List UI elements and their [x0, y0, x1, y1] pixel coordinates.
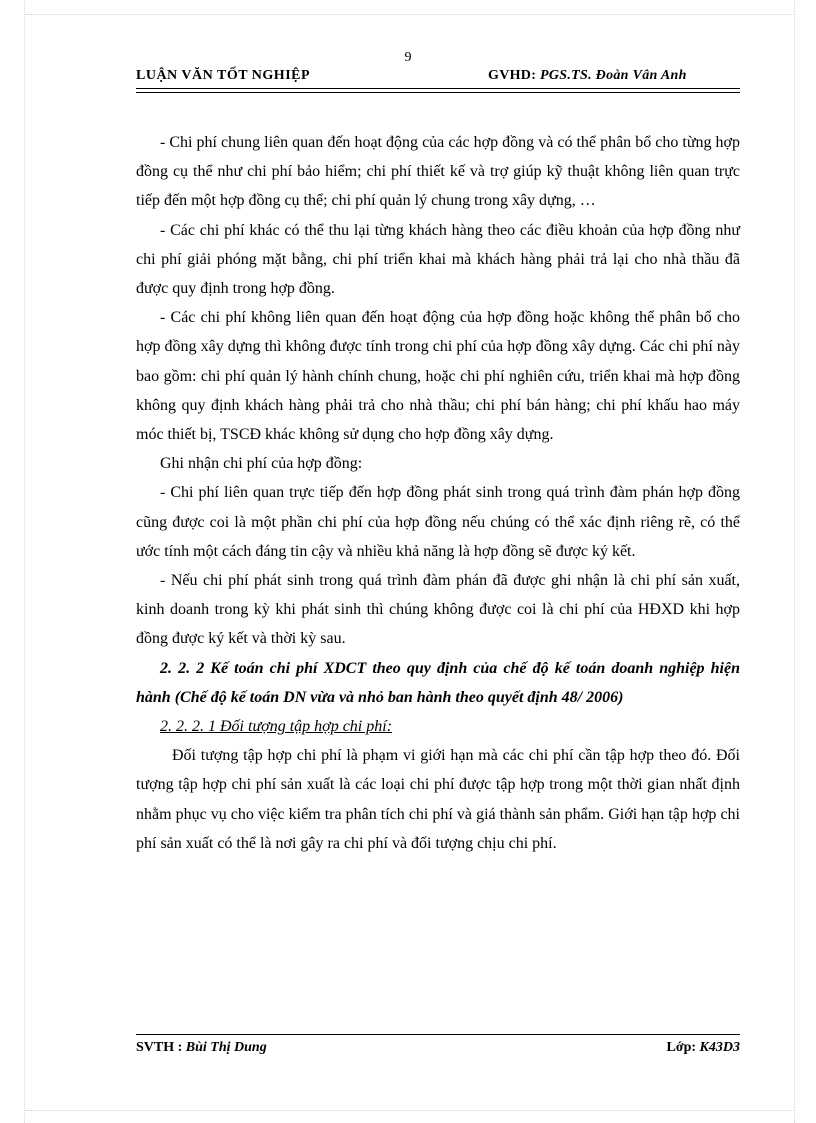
- page-guide-bottom: [24, 1110, 794, 1111]
- page-number: 9: [404, 50, 412, 65]
- page-guide-top: [24, 14, 794, 15]
- paragraph: - Chi phí chung liên quan đến hoạt động của các hợp đồng và có thể phân bổ cho từng hợp đồng cụ thể như chi phí bảo hiểm; chi phí thiết kế và trợ giúp kỹ thuật không liên quan trực tiếp đến một hợp đồng cụ thể; chi phí quản lý chung trong xây dựng, …: [136, 134, 740, 210]
- footer-student: [136, 1040, 267, 1056]
- subsection-heading-text: 2. 2. 2. 1 Đối tượng tập hợp chi phí:: [160, 718, 393, 736]
- paragraph: - Nếu chi phí phát sinh trong quá trình đàm phán đã được ghi nhận là chi phí sản xuất, kinh doanh trong kỳ khi phát sinh thì chúng không được coi là chi phí của HĐXD khi hợp đồng được ký kết và thời kỳ sau.: [136, 572, 740, 648]
- page-guide-right: [794, 0, 795, 1123]
- header-title: LUẬN VĂN TỐT NGHIỆP: [136, 68, 311, 83]
- page-header: [136, 68, 740, 88]
- footer-class-value: K43D3: [699, 1040, 740, 1055]
- header-advisor-label: GVHD:: [488, 68, 537, 83]
- subsection-heading: [136, 712, 740, 741]
- header-rule: [136, 88, 740, 89]
- section-heading: 2. 2. 2 Kế toán chi phí XDCT theo quy định của chế độ kế toán doanh nghiệp hiện hành (Chế độ kế toán DN vừa và nhỏ ban hành theo quyết định 48/ 2006): [136, 659, 740, 706]
- header-rule-thin: [136, 92, 740, 93]
- footer-class-label: Lớp:: [666, 1040, 697, 1055]
- footer-rule: [136, 1034, 740, 1035]
- paragraph: Ghi nhận chi phí của hợp đồng:: [160, 455, 363, 473]
- paragraph: - Các chi phí khác có thể thu lại từng khách hàng theo các điều khoản của hợp đồng như chi phí giải phóng mặt bằng, chi phí triển khai mà khách hàng phải trả lại cho nhà thầu đã được quy định trong hợp đồng.: [136, 221, 740, 298]
- paragraph: - Các chi phí không liên quan đến hoạt động của hợp đồng hoặc không thể phân bổ cho hợp đồng xây dựng thì không được tính trong chi phí của hợp đồng xây dựng. Các chi phí này bao gồm: chi phí quản lý hành chính chung, hoặc chi phí nghiên cứu, triển khai mà hợp đồng không quy định khách hàng phải trả cho nhà thầu; chi phí bán hàng; chi phí khấu hao máy móc thiết bị, TSCĐ khác không sử dụng cho hợp đồng xây dựng.: [136, 309, 740, 444]
- footer-student-name: Bùi Thị Dung: [185, 1040, 267, 1055]
- footer-class: [667, 1040, 741, 1056]
- paragraph: Đối tượng tập hợp chi phí là phạm vi giới hạn mà các chi phí cần tập hợp theo đó. Đối tượng tập hợp chi phí sản xuất là các loại chi phí được tập hợp trong một thời gian nhất định nhằm phục vụ cho việc kiểm tra phân tích chi phí và giá thành sản phẩm. Giới hạn tập hợp chi phí sản xuất có thể là nơi gây ra chi phí và đối tượng chịu chi phí.: [136, 747, 740, 852]
- page-guide-left: [24, 0, 25, 1123]
- header-advisor: [488, 68, 687, 84]
- footer-student-label: SVTH :: [136, 1040, 183, 1055]
- paragraph: - Chi phí liên quan trực tiếp đến hợp đồng phát sinh trong quá trình đàm phán hợp đồng cũng được coi là một phần chi phí của hợp đồng nếu chúng có thể xác định riêng rẽ, có thể ước tính một cách đáng tin cậy và nhiều khả năng là hợp đồng sẽ được ký kết.: [136, 484, 740, 560]
- body-text: [136, 128, 740, 858]
- header-advisor-name: PGS.TS. Đoàn Vân Anh: [539, 68, 687, 83]
